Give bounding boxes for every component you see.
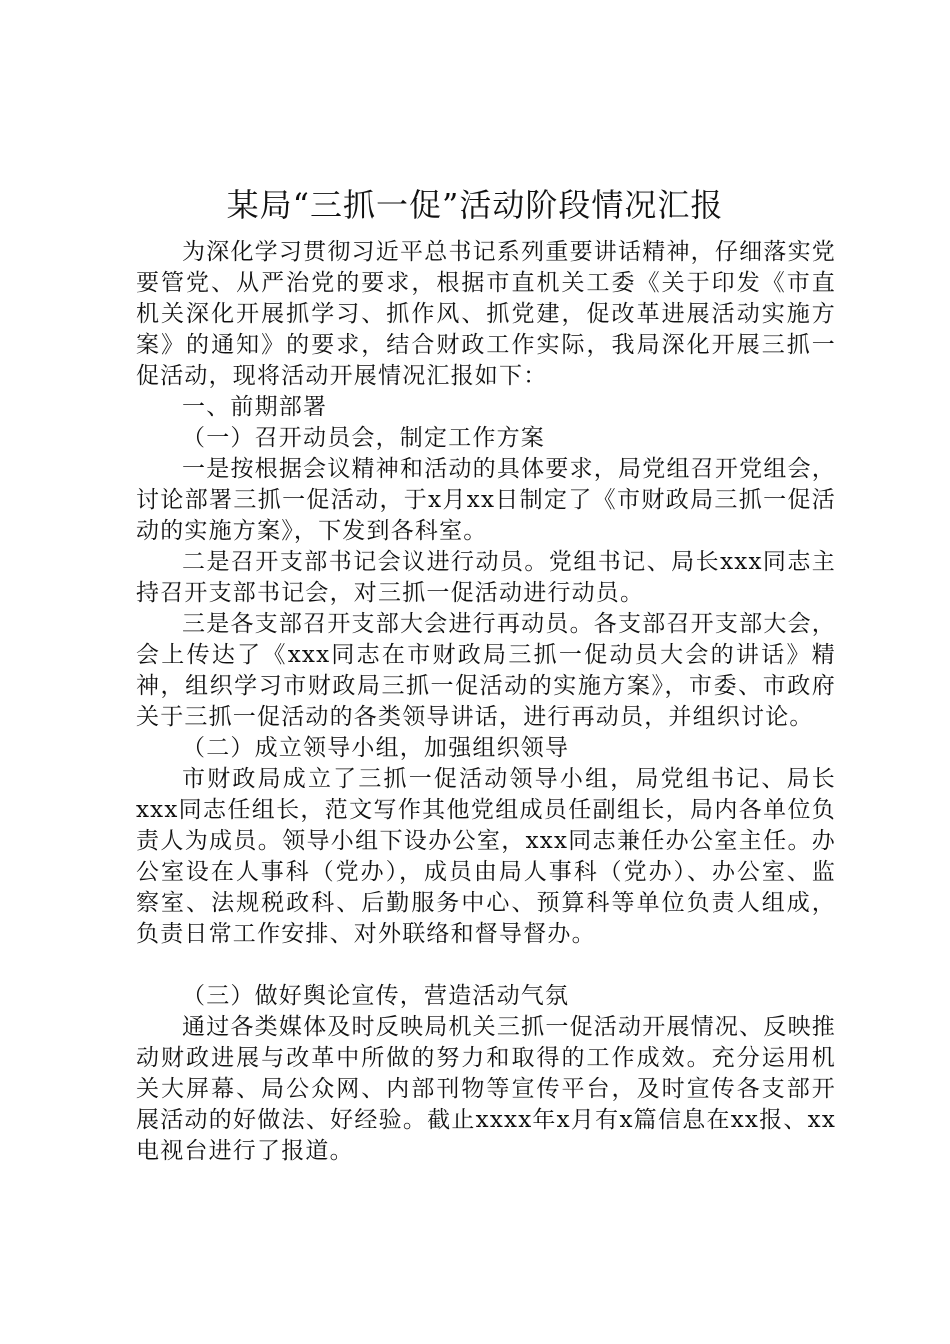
subsection-heading-2: （二）成立领导小组，加强组织领导 — [182, 735, 570, 761]
paragraph-1-3: 三是各支部召开支部大会进行再动员。各支部召开支部大会，会上传达了《xxx同志在市财政局三抓一促动员大会的讲话》精神，组织学习市财政局三抓一促活动的实施方案》，市委、市政府关于三抓一促活动的各类领导讲话，进行再动员，并组织讨论。 — [136, 611, 836, 730]
document-title: 某局“三抓一促”活动阶段情况汇报 — [226, 186, 724, 224]
paragraph-2-1: 市财政局成立了三抓一促活动领导小组，局党组书记、局长xxx同志任组长，范文写作其他党组成员任副组长，局内各单位负责人为成员。领导小组下设办公室，xxx同志兼任办公室主任。办公室设在人事科（党办），成员由局人事科（党办）、办公室、监察室、法规税政科、后勤服务中心、预算科等单位负责人组成，负责日常工作安排、对外联络和督导督办。 — [136, 766, 836, 947]
paragraph-1-2: 二是召开支部书记会议进行动员。党组书记、局长xxx同志主持召开支部书记会，对三抓一促活动进行动员。 — [136, 549, 836, 606]
subsection-heading-1: （一）召开动员会，制定工作方案 — [182, 425, 545, 451]
paragraph-gap — [136, 950, 836, 981]
paragraph-3-1: 通过各类媒体及时反映局机关三抓一促活动开展情况、反映推动财政进展与改革中所做的努力和取得的工作成效。充分运用机关大屏幕、局公众网、内部刊物等宣传平台，及时宣传各支部开展活动的好做法、好经验。截止xxxx年x月有x篇信息在xx报、xx电视台进行了报道。 — [136, 1014, 836, 1164]
section-heading-1: 一、前期部署 — [182, 394, 328, 420]
subsection-heading-3: （三）做好舆论宣传，营造活动气氛 — [182, 983, 570, 1009]
document-body — [136, 237, 836, 1167]
paragraph-1-1: 一是按根据会议精神和活动的具体要求，局党组召开党组会，讨论部署三抓一促活动，于x月xx日制定了《市财政局三抓一促活动的实施方案》，下发到各科室。 — [136, 456, 836, 544]
intro-paragraph: 为深化学习贯彻习近平总书记系列重要讲话精神，仔细落实党要管党、从严治党的要求，根据市直机关工委《关于印发《市直机关深化开展抓学习、抓作风、抓党建，促改革进展活动实施方案》的通知》的要求，结合财政工作实际，我局深化开展三抓一促活动，现将活动开展情况汇报如下： — [136, 239, 836, 389]
